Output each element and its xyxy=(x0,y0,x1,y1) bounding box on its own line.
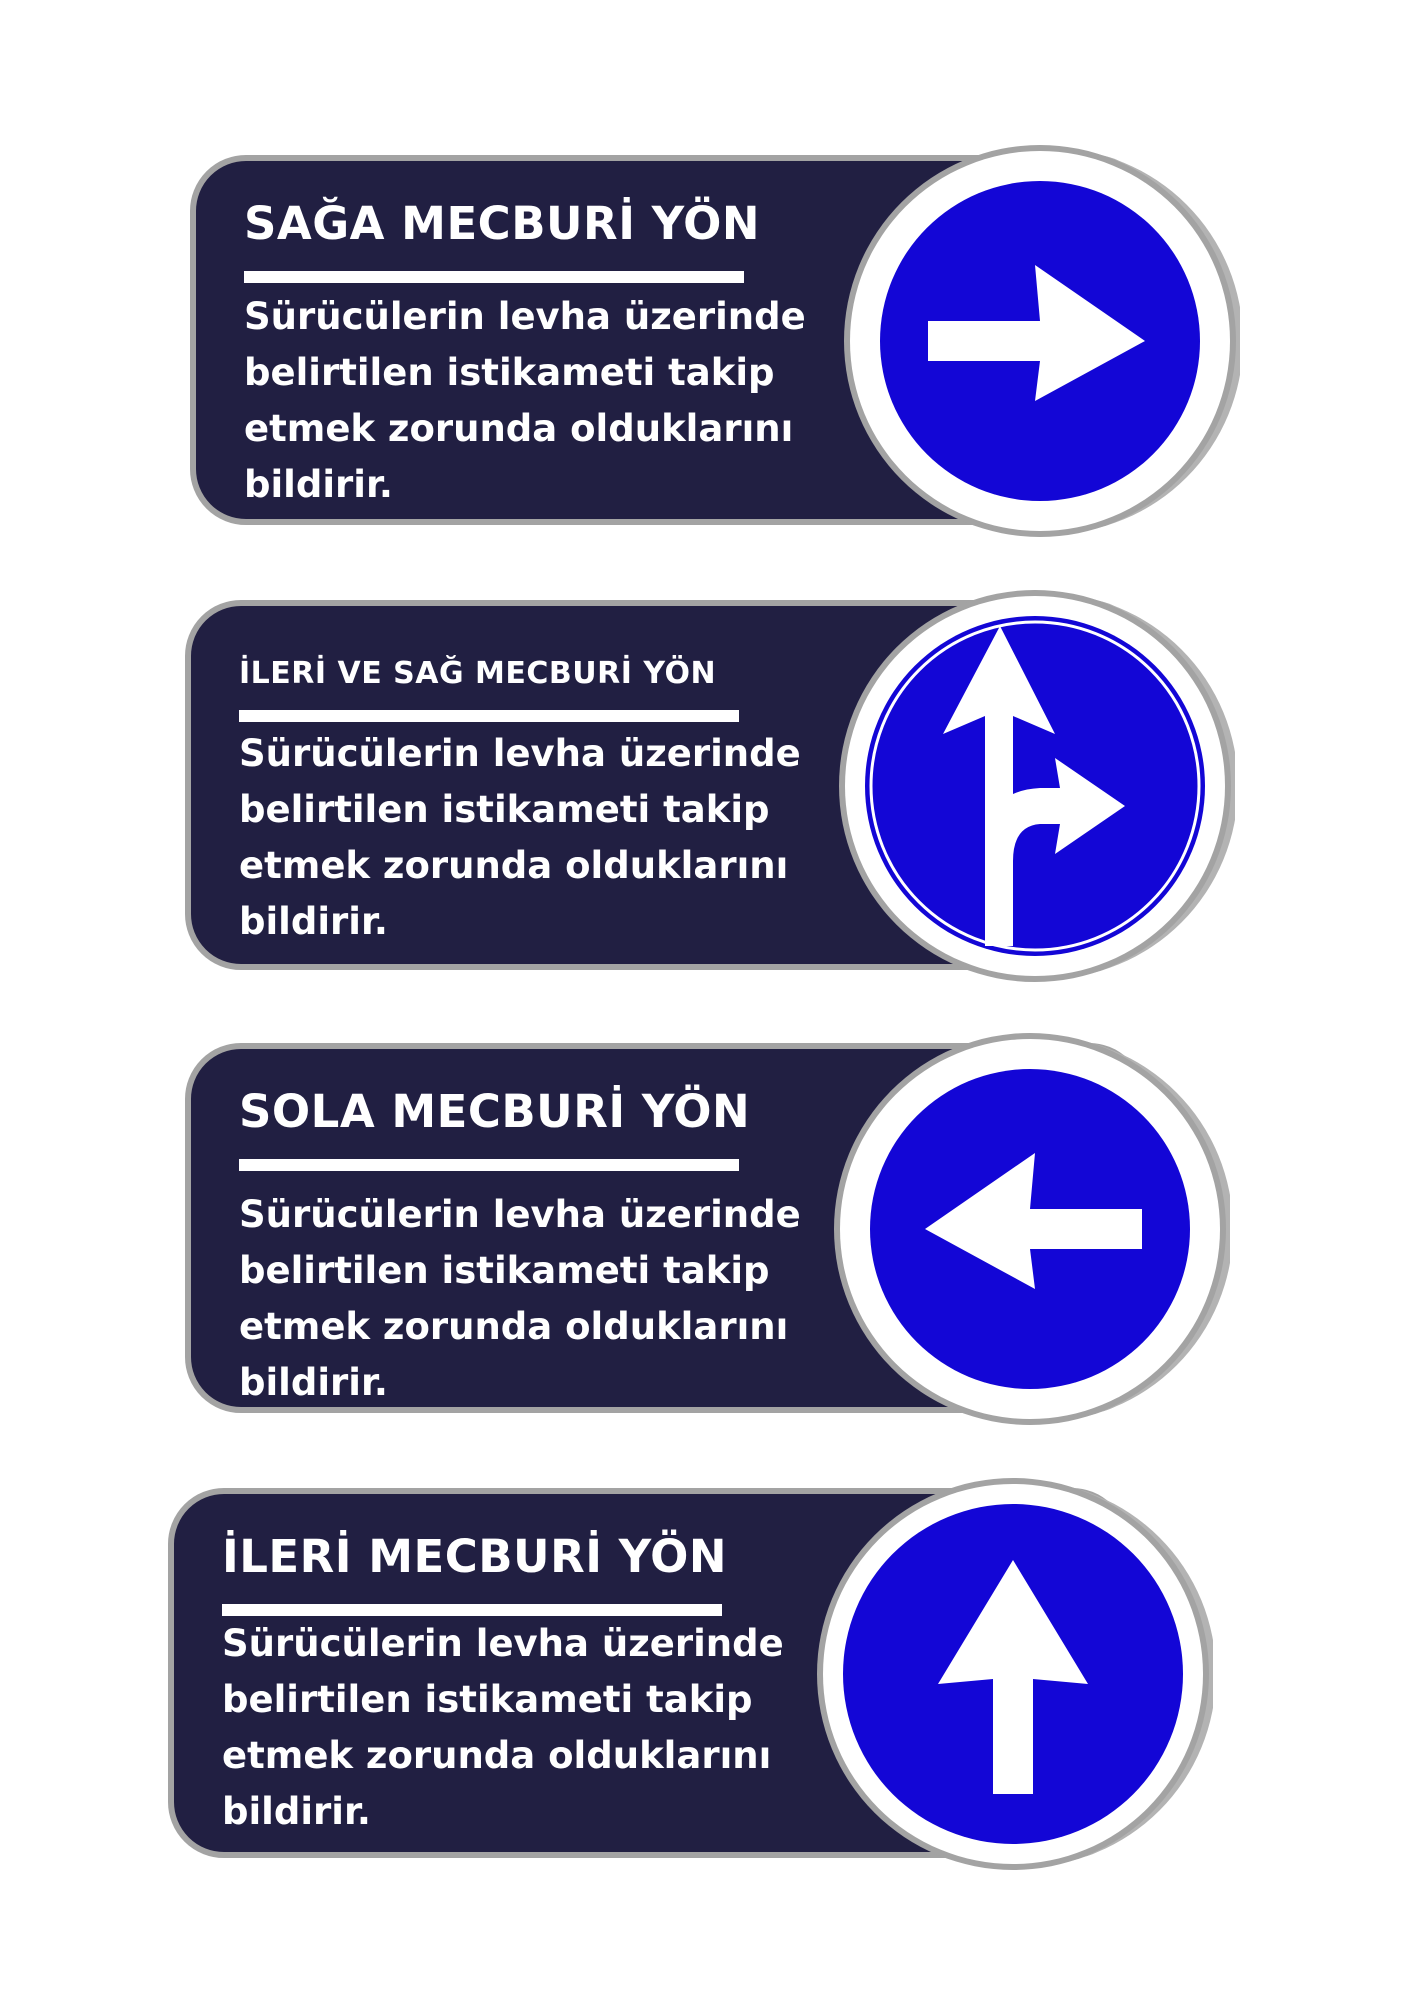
sign-badge xyxy=(840,141,1240,541)
title-underline xyxy=(239,710,739,722)
sign-description: Sürücülerin levha üzerinde belirtilen istikameti takip etmek zorunda olduklarını bildirir. xyxy=(222,1622,784,1833)
title-underline xyxy=(239,1159,739,1171)
sign-badge xyxy=(835,586,1235,986)
sign-description: Sürücülerin levha üzerinde belirtilen istikameti takip etmek zorunda olduklarını bildirir. xyxy=(244,295,806,506)
arrow-up-icon xyxy=(813,1474,1213,1874)
sign-card-up xyxy=(168,1488,1208,1858)
sign-description: Sürücülerin levha üzerinde belirtilen istikameti takip etmek zorunda olduklarını bildirir. xyxy=(239,1193,801,1404)
sign-title: SAĞA MECBURİ YÖN xyxy=(244,197,761,250)
sign-card-right xyxy=(190,155,1230,525)
title-underline xyxy=(222,1604,722,1616)
sign-card-straight-right xyxy=(185,600,1225,970)
sign-title: İLERİ VE SAĞ MECBURİ YÖN xyxy=(239,656,717,691)
arrow-left-icon xyxy=(830,1029,1230,1429)
sign-badge xyxy=(813,1474,1213,1874)
sign-description: Sürücülerin levha üzerinde belirtilen istikameti takip etmek zorunda olduklarını bildirir. xyxy=(239,732,801,943)
sign-badge xyxy=(830,1029,1230,1429)
sign-title: İLERİ MECBURİ YÖN xyxy=(222,1530,728,1583)
sign-card-left xyxy=(185,1043,1225,1413)
arrow-right-icon xyxy=(840,141,1240,541)
arrow-straight-and-right-icon xyxy=(835,586,1235,986)
sign-title: SOLA MECBURİ YÖN xyxy=(239,1085,751,1138)
title-underline xyxy=(244,271,744,283)
